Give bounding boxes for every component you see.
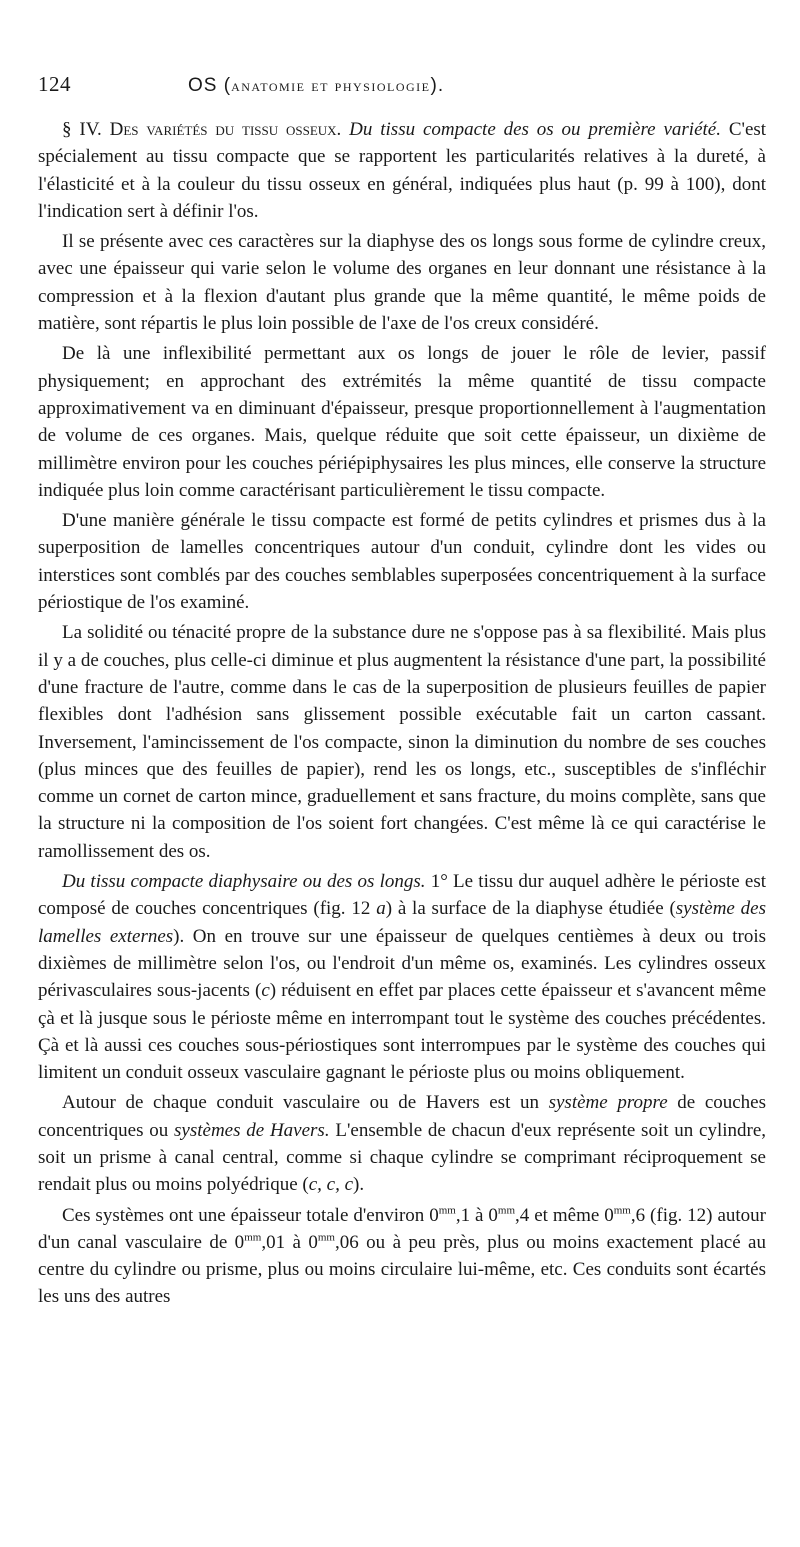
paragraph-2: Il se présente avec ces caractères sur la diaphyse des os longs sous forme de cylindre creux, avec une épaisseur qui varie selon le volume des organes en leur donnant une résistance à la compression et à la flexion d'autant plus grande que la même quantité, le même poids de matière, sont répartis le plus loin possible de l'axe de l'os creux considéré. (38, 231, 766, 335)
paragraph-7-text-b: de couches concentriques ou (38, 1092, 767, 1141)
paragraph-8-value-2: ,4 et même 0 (515, 1204, 614, 1226)
unit-mm-1: mm (438, 1204, 456, 1217)
paragraph-8-value-5: ,06 ou à peu près, plus ou moins exactement placé au centre du cylindre ou prisme, plus ou moins circulaire lui-même, etc. Ces conduits sont écartés les uns des autres (38, 1231, 766, 1308)
figure-ref-ccc: c, c, c (308, 1174, 354, 1196)
havers-systems-term: systèmes de Havers. (174, 1119, 330, 1141)
paragraph-6 (38, 868, 766, 1086)
paragraph-7-text-c: L'ensemble de chacun d'eux représente soit un cylindre, soit un prisme à canal central, comme si chaque cylindre se comprimant réciproquement se rendait plus ou moins polyédrique ( (38, 1119, 767, 1196)
running-title-prefix: OS ( (188, 75, 232, 96)
unit-mm-3: mm (613, 1204, 631, 1217)
paragraph-7-text-d: ). (353, 1174, 365, 1196)
unit-mm-2: mm (497, 1204, 516, 1217)
external-lamellae-term: système des lamelles externes (38, 898, 766, 947)
paragraph-8-value-4: ,01 à 0 (261, 1231, 318, 1253)
page-number: 124 (38, 72, 71, 96)
paragraph-6-text-a: 1° Le tissu dur auquel adhère le périoste est composé de couches concentriques (fig. 12 (38, 871, 766, 920)
paragraph-3: De là une inflexibilité permettant aux os longs de jouer le rôle de levier, passif physiquement; en approchant des extrémités la même quantité de tissu compacte approximativement va en diminuant d'épaisseur, presque proportionnellement à l'augmentation de volume de ces organes. Mais, quelque réduite que soit cette épaisseur, un dixième de millimètre environ pour les couches périépiphysaires les plus minces, elle conserve la structure indiquée plus loin comme caractérisant particulièrement le tissu compacte. (38, 343, 766, 501)
running-title (188, 75, 444, 97)
running-title-smallcaps: anatomie et physiologie (231, 76, 431, 95)
paragraph-8-value-1: ,1 à 0 (455, 1204, 498, 1226)
section-marker: § IV. (62, 119, 102, 140)
paragraph-6-text-b: ) à la surface de la diaphyse étudiée ( (385, 898, 676, 920)
paragraph-8-value-3: ,6 (fig. 12) autour d'un canal vasculaire de 0 (38, 1204, 766, 1253)
paragraph-7 (38, 1089, 766, 1198)
running-head (38, 72, 766, 106)
body-text (38, 116, 766, 1311)
figure-ref-a: a (376, 898, 386, 920)
paragraph-4: D'une manière générale le tissu compacte est formé de petits cylindres et prismes dus à la superposition de lamelles concentriques autour d'un conduit, cylindre dont les vides ou interstices sont comblés par des couches semblables superposées concentriquement à la surface périostique de l'os examiné. (38, 510, 766, 614)
paragraph-1 (38, 116, 766, 225)
own-system-term: système propre (548, 1092, 668, 1114)
paragraph-8-text-a: Ces systèmes ont une épaisseur totale d'environ 0 (62, 1204, 439, 1226)
running-title-suffix: ). (430, 75, 445, 96)
paragraph-6-heading: Du tissu compacte diaphysaire ou des os longs. (62, 871, 426, 893)
figure-ref-c: c (261, 980, 270, 1002)
paragraph-5: La solidité ou ténacité propre de la substance dure ne s'oppose pas à sa flexibilité. Mais plus il y a de couches, plus celle-ci diminue et plus augmentent la résistance d'une part, la possibilité d'une fracture de l'autre, comme dans le cas de la superposition de plusieurs feuilles de papier flexibles dont l'adhésion sans glissement possible exécutable fait un carton cassant. Inversement, l'amincissement de l'os compacte, sinon la diminution du nombre de ses couches (plus minces que des feuilles de papier), rend les os longs, etc., susceptibles de s'infléchir comme un cornet de carton mince, graduellement et sans fracture, du moins complète, sans que la structure ni la composition de l'os soient fort changées. C'est même là ce qui caractérise le ramollissement des os. (38, 622, 766, 862)
paragraph-8 (38, 1202, 766, 1311)
unit-mm-4: mm (244, 1231, 262, 1244)
section-heading: Des variétés du tissu osseux. (109, 119, 342, 140)
subsection-heading: Du tissu compacte des os ou première variété. (349, 119, 721, 140)
paragraph-6-text-c: ). On en trouve sur une épaisseur de quelques centièmes à deux ou trois dixièmes de millimètre selon l'os, ou l'endroit d'un même os, examinés. Les cylindres osseux périvasculaires sous-jacents ( (38, 925, 766, 1002)
paragraph-6-text-d: ) réduisent en effet par places cette épaisseur et s'avancent même çà et là jusque sous le périoste même en interrompant tout le système des couches précédentes. Çà et là aussi ces couches sous-périostiques sont interrompues par le système des couches qui limitent un conduit osseux vasculaire gagnant le périoste plus ou moins obliquement. (38, 980, 766, 1084)
unit-mm-5: mm (317, 1231, 335, 1244)
paragraph-1-text: C'est spécialement au tissu compacte que se rapportent les particularités relatives à la dureté, à l'élasticité et à la couleur du tissu osseux en général, indiquées plus haut (p. 99 à 100), dont l'indication sert à définir l'os. (38, 119, 767, 222)
paragraph-7-text-a: Autour de chaque conduit vasculaire ou de Havers est un (62, 1092, 539, 1114)
